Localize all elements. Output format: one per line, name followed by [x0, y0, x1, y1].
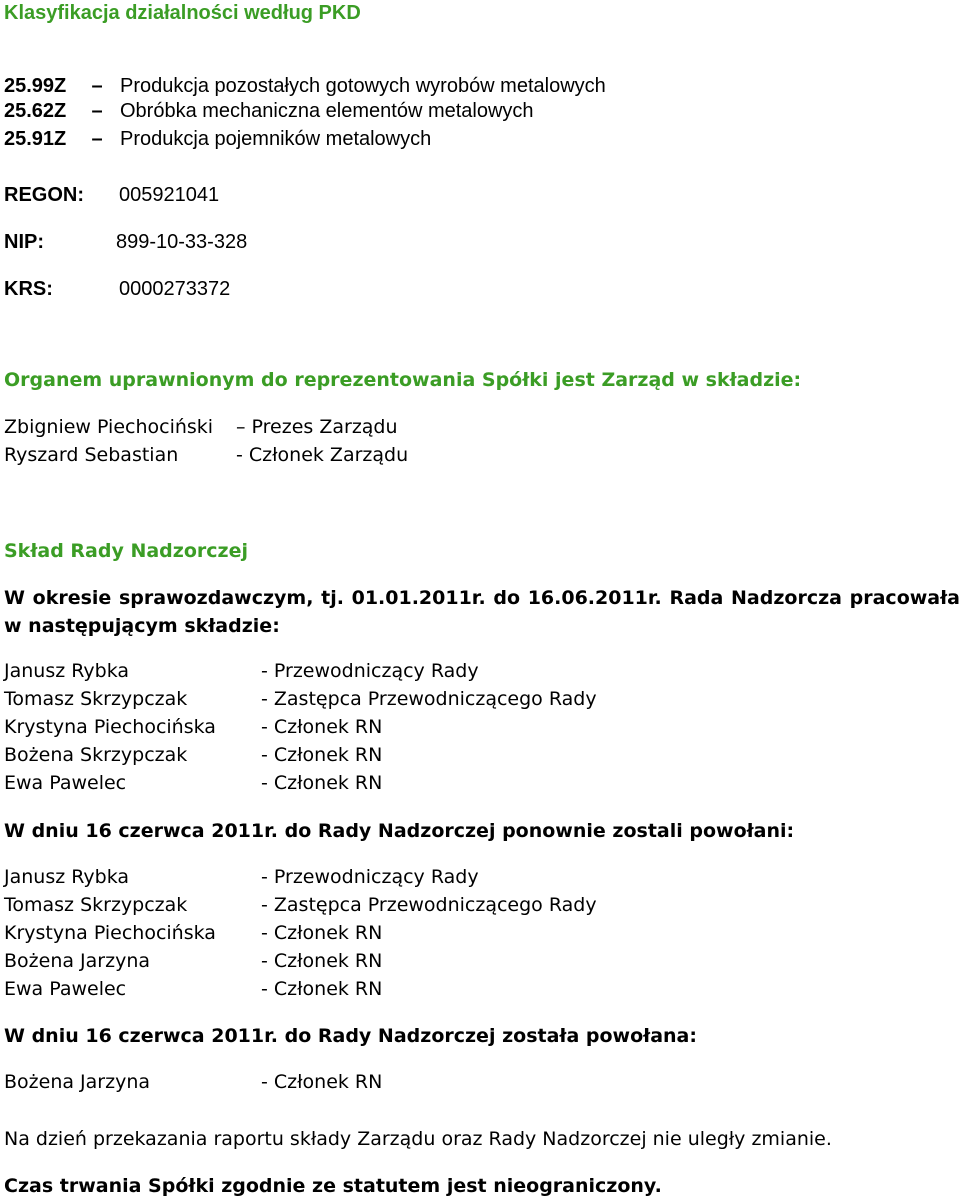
member-name: Janusz Rybka — [4, 660, 130, 682]
regon-label: REGON: — [4, 184, 84, 206]
supervisory-heading: Skład Rady Nadzorczej — [4, 540, 248, 562]
reappointed-rest: do Rady Nadzorczej ponownie zostali powołani: — [278, 820, 795, 842]
krs-value: 0000273372 — [119, 278, 231, 300]
nip-label: NIP: — [4, 231, 44, 253]
period-member — [4, 660, 479, 682]
member-name: Krystyna Piechocińska — [4, 922, 216, 944]
member-name: Bożena Jarzyna — [4, 1071, 151, 1093]
reappointed-member — [4, 978, 382, 1000]
member-name: Tomasz Skrzypczak — [4, 688, 188, 710]
period-member — [4, 744, 382, 766]
pkd-heading: Klasyfikacja działalności według PKD — [4, 2, 361, 24]
member-role: - Członek Zarządu — [236, 444, 409, 466]
member-role: – Prezes Zarządu — [236, 416, 398, 438]
pkd-dash: – — [91, 128, 103, 150]
reappointed-date: W dniu 16 czerwca 2011r. — [4, 820, 278, 842]
member-name: Bożena Jarzyna — [4, 950, 151, 972]
board-heading: Organem uprawnionym do reprezentowania Spółki jest Zarząd w składzie: — [4, 369, 802, 391]
period-text: W okresie sprawozdawczym, tj. 01.01.2011r. do 16.06.2011r. Rada Nadzorcza pracowała w następującym składzie: — [4, 587, 960, 637]
member-name: Bożena Skrzypczak — [4, 744, 188, 766]
member-name: Tomasz Skrzypczak — [4, 894, 188, 916]
pkd-code: 25.62Z — [4, 100, 67, 122]
nip-row — [4, 231, 247, 254]
member-role: - Zastępca Przewodniczącego Rady — [261, 688, 597, 710]
member-role: - Zastępca Przewodniczącego Rady — [261, 894, 597, 916]
member-role: - Członek RN — [261, 716, 383, 738]
member-role: - Członek RN — [261, 772, 383, 794]
pkd-code: 25.91Z — [4, 128, 67, 150]
appointed-date: W dniu 16 czerwca 2011r. — [4, 1025, 278, 1047]
pkd-code: 25.99Z — [4, 75, 67, 97]
reappointed-member — [4, 950, 382, 972]
no-change-note: Na dzień przekazania raportu składy Zarządu oraz Rady Nadzorczej nie uległy zmianie. — [4, 1128, 832, 1150]
appointed-member — [4, 1071, 382, 1093]
krs-label: KRS: — [4, 278, 53, 300]
member-role: - Przewodniczący Rady — [261, 866, 479, 888]
pkd-item — [4, 100, 534, 123]
member-name: Ewa Pawelec — [4, 772, 127, 794]
period-member — [4, 716, 382, 738]
appointed-heading — [4, 1025, 697, 1047]
reappointed-member — [4, 866, 479, 888]
member-name: Ewa Pawelec — [4, 978, 127, 1000]
regon-row — [4, 184, 219, 207]
pkd-item — [4, 75, 606, 98]
board-member — [4, 444, 408, 466]
reappointed-member — [4, 922, 382, 944]
reappointed-heading — [4, 820, 794, 842]
member-role: - Członek RN — [261, 744, 383, 766]
member-role: - Członek RN — [261, 978, 383, 1000]
period-member — [4, 772, 382, 794]
appointed-rest: do Rady Nadzorczej została powołana: — [278, 1025, 697, 1047]
nip-value: 899-10-33-328 — [116, 231, 248, 253]
member-name: Ryszard Sebastian — [4, 444, 179, 466]
member-role: - Członek RN — [261, 1071, 383, 1093]
pkd-desc: Obróbka mechaniczna elementów metalowych — [120, 100, 534, 122]
krs-row — [4, 278, 230, 301]
pkd-desc: Produkcja pojemników metalowych — [120, 128, 432, 150]
pkd-dash: – — [91, 75, 103, 97]
member-name: Zbigniew Piechociński — [4, 416, 214, 438]
pkd-dash: – — [91, 100, 103, 122]
member-role: - Członek RN — [261, 950, 383, 972]
pkd-item — [4, 128, 431, 151]
member-name: Janusz Rybka — [4, 866, 130, 888]
period-member — [4, 688, 597, 710]
member-role: - Przewodniczący Rady — [261, 660, 479, 682]
member-role: - Członek RN — [261, 922, 383, 944]
regon-value: 005921041 — [119, 184, 220, 206]
reappointed-member — [4, 894, 597, 916]
duration-note: Czas trwania Spółki zgodnie ze statutem jest nieograniczony. — [4, 1175, 662, 1197]
pkd-desc: Produkcja pozostałych gotowych wyrobów metalowych — [120, 75, 606, 97]
member-name: Krystyna Piechocińska — [4, 716, 216, 738]
board-member — [4, 416, 398, 438]
